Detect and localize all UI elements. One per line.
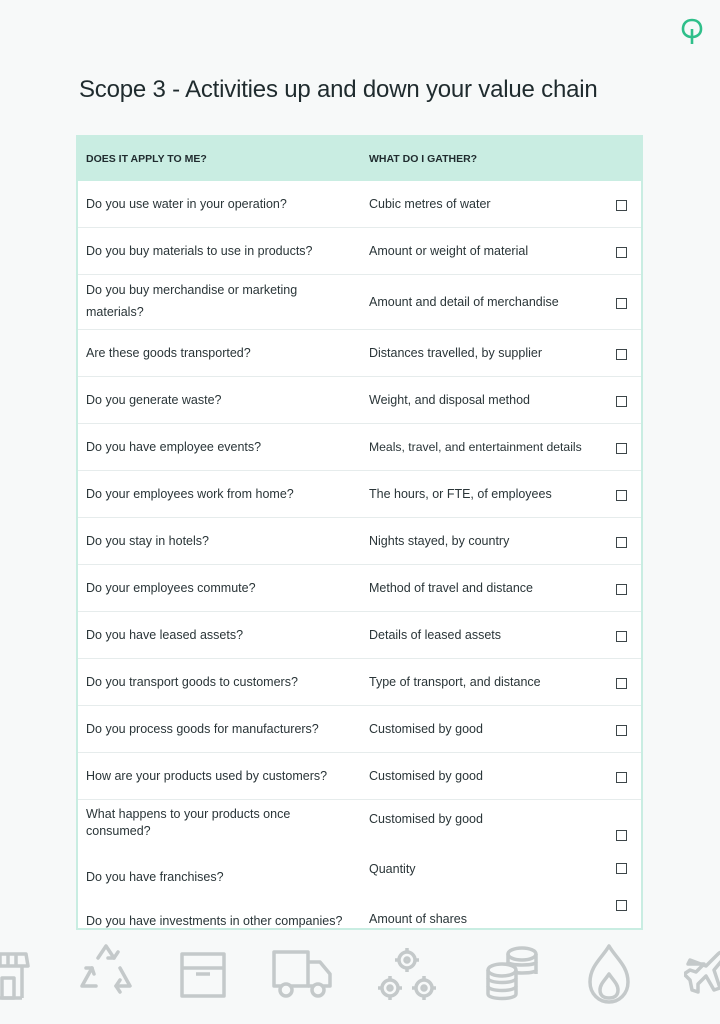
row-gather: Type of transport, and distance [369,675,541,689]
table-row [78,471,641,518]
table-row [78,228,641,275]
leaf-logo-icon [680,18,704,46]
row-question: Do you have investments in other companies? [86,914,343,928]
row-question: What happens to your products once consumed? [86,807,291,838]
recycle-icon [78,940,134,1004]
row-gather: Nights stayed, by country [369,534,510,548]
table-row [78,565,641,612]
store-icon [0,940,30,1004]
coins-icon [484,940,540,1004]
table-row [78,181,641,228]
row-question: Do your employees commute? [86,581,256,595]
row-checkbox[interactable] [616,396,627,407]
table-row [78,753,641,800]
row-gather: Customised by good [369,812,483,826]
row-gather: Weight, and disposal method [369,393,530,407]
table-row-group [78,800,641,930]
row-gather: Quantity [369,862,416,876]
row-question: Do you stay in hotels? [86,534,209,548]
row-gather: Amount of shares [369,912,467,926]
row-checkbox[interactable] [616,830,627,841]
table-row [78,659,641,706]
table-row [78,612,641,659]
row-checkbox[interactable] [616,725,627,736]
table-header [78,137,641,181]
table-row [78,518,641,565]
table-row [78,706,641,753]
row-gather: Amount or weight of material [369,244,529,258]
row-gather: Customised by good [369,722,483,736]
page-title: Scope 3 - Activities up and down your value chain [79,76,598,103]
table-row [78,424,641,471]
row-question: Do you have leased assets? [86,628,244,642]
row-checkbox[interactable] [616,349,627,360]
row-checkbox[interactable] [616,631,627,642]
header-question: DOES IT APPLY TO ME? [86,153,207,165]
truck-icon [272,940,334,1004]
box-icon [178,940,228,1004]
gears-icon [376,940,438,1004]
row-gather: Amount and detail of merchandise [369,295,559,309]
row-question: Do you transport goods to customers? [86,675,298,689]
row-checkbox[interactable] [616,490,627,501]
row-checkbox[interactable] [616,678,627,689]
row-checkbox[interactable] [616,900,627,911]
row-question: Do you buy merchandise or marketing materials? [86,283,298,319]
row-question: Do you have franchises? [86,870,224,884]
table-row [78,330,641,377]
row-gather: The hours, or FTE, of employees [369,487,552,501]
plane-icon [684,940,720,1004]
table-row [78,275,641,330]
row-gather: Details of leased assets [369,628,502,642]
row-checkbox[interactable] [616,443,627,454]
row-question: Do your employees work from home? [86,487,294,501]
row-checkbox[interactable] [616,247,627,258]
row-question: Do you buy materials to use in products? [86,244,313,258]
row-gather: Distances travelled, by supplier [369,346,542,360]
row-checkbox[interactable] [616,298,627,309]
row-checkbox[interactable] [616,200,627,211]
row-gather: Meals, travel, and entertainment details [369,440,582,454]
row-checkbox[interactable] [616,584,627,595]
row-question: Do you process goods for manufacturers? [86,722,319,736]
row-gather: Method of travel and distance [369,581,533,595]
row-gather: Cubic metres of water [369,197,491,211]
footer-icon-strip [0,940,720,1010]
row-question: How are your products used by customers? [86,769,328,783]
row-gather: Customised by good [369,769,483,783]
row-question: Do you generate waste? [86,393,222,407]
checklist-table [76,135,643,930]
table-row [78,377,641,424]
row-checkbox[interactable] [616,537,627,548]
row-question: Do you have employee events? [86,440,262,454]
flame-icon [584,940,634,1004]
row-question: Do you use water in your operation? [86,197,287,211]
row-checkbox[interactable] [616,772,627,783]
header-gather: WHAT DO I GATHER? [369,153,478,165]
row-question: Are these goods transported? [86,346,251,360]
row-checkbox[interactable] [616,863,627,874]
